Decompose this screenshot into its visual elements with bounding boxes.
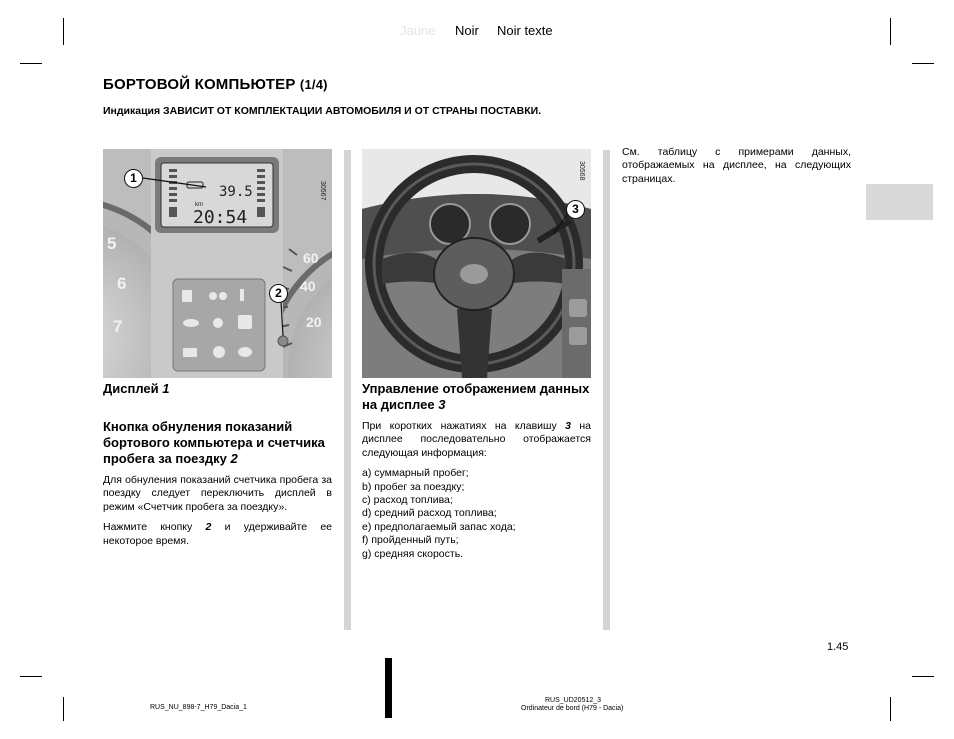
color-label-black-text: Noir texte	[497, 23, 553, 38]
list-item: b) пробег за поездку;	[362, 480, 465, 493]
display-heading-text: Дисплей	[103, 381, 163, 396]
crop-mark	[890, 697, 891, 721]
list-item: g) средняя скорость.	[362, 547, 464, 560]
color-label-black: Noir	[455, 23, 479, 38]
reset-paragraph-2	[103, 521, 332, 548]
callout-1: 1	[124, 169, 143, 188]
reset-button-heading-text: Кнопка обнуления показаний бортового компьютера и счетчика пробега за поездку	[103, 419, 325, 466]
reset-button-heading-num: 2	[230, 451, 238, 466]
column-separator	[603, 150, 610, 630]
figure-reference: 30568	[578, 161, 585, 181]
list-item: f) пройденный путь;	[362, 534, 459, 547]
steering-wheel-figure	[362, 149, 591, 378]
reset-paragraph-2-b: и удерживайте ее некоторое время.	[103, 521, 333, 547]
footer-right-line1: RUS_UD20512_3	[545, 697, 602, 704]
rpm-label-6: 6	[117, 274, 127, 293]
display-control-intro-b: на дисплее последовательно отображается следующая информация:	[362, 420, 591, 459]
reset-paragraph-1: Для обнуления показаний счетчика пробега за поездку следует переключить дисплей в режим «Счетчик пробега за поездку».	[103, 474, 332, 513]
speed-label-40: 40	[300, 278, 316, 294]
list-item: a) суммарный пробег;	[362, 467, 469, 480]
center-bar	[385, 658, 392, 718]
display-unit: km	[195, 202, 203, 208]
crop-mark	[63, 697, 64, 721]
color-label-yellow: Jaune	[400, 23, 436, 38]
page-title	[103, 76, 328, 93]
display-control-heading-num: 3	[438, 397, 446, 412]
equipment-note: Индикация ЗАВИСИТ ОТ КОМПЛЕКТАЦИИ АВТОМОБИЛЯ И ОТ СТРАНЫ ПОСТАВКИ.	[103, 105, 542, 117]
display-control-intro-num: 3	[565, 420, 571, 432]
page-title-main: БОРТОВОЙ КОМПЬЮТЕР	[103, 76, 296, 93]
speed-label-20: 20	[306, 314, 322, 330]
rpm-label-7: 7	[113, 317, 123, 336]
crop-mark	[20, 63, 42, 64]
page-title-part: (1/4)	[299, 77, 328, 92]
display-control-intro-a: При коротких нажатиях на клавишу	[362, 420, 566, 432]
speed-label-60: 60	[303, 250, 319, 266]
steering-wheel-illustration	[362, 149, 591, 378]
instrument-cluster-figure	[103, 149, 332, 378]
display-top-value: 39.5	[219, 184, 253, 200]
display-info-list	[362, 467, 591, 561]
reset-button-heading	[103, 419, 332, 467]
crop-mark	[912, 676, 934, 677]
footer-right-line2: Ordinateur de bord (H79 - Dacia)	[521, 705, 624, 712]
column-1	[103, 381, 332, 548]
crop-mark	[912, 63, 934, 64]
crop-mark	[20, 676, 42, 677]
reset-paragraph-2-a: Нажмите кнопку	[103, 521, 206, 534]
figure-reference: 30567	[319, 181, 326, 201]
list-item: d) средний расход топлива;	[362, 507, 497, 520]
column-2	[362, 381, 591, 561]
callout-2: 2	[269, 284, 288, 303]
display-heading	[103, 381, 332, 397]
list-item: e) предполагаемый запас хода;	[362, 520, 516, 533]
list-item: c) расход топлива;	[362, 494, 453, 507]
callout-3: 3	[566, 200, 585, 219]
rpm-label-5: 5	[107, 234, 117, 253]
table-reference-paragraph: См. таблицу с примерами данных, отображаемых на дисплее, на следующих страницах.	[622, 146, 851, 185]
column-separator	[344, 150, 351, 630]
footer-left: RUS_NU_898-7_H79_Dacia_1	[150, 704, 247, 711]
display-main-value: 20:54	[193, 207, 248, 228]
display-control-heading	[362, 381, 591, 413]
display-control-intro	[362, 420, 591, 460]
page-number: 1.45	[827, 641, 849, 653]
reset-paragraph-2-num: 2	[205, 521, 212, 534]
section-tab	[866, 184, 933, 220]
crop-mark	[63, 18, 64, 45]
display-heading-num: 1	[162, 381, 170, 396]
display-control-heading-text: Управление отображением данных на дисплее	[362, 381, 590, 412]
crop-mark	[890, 18, 891, 45]
